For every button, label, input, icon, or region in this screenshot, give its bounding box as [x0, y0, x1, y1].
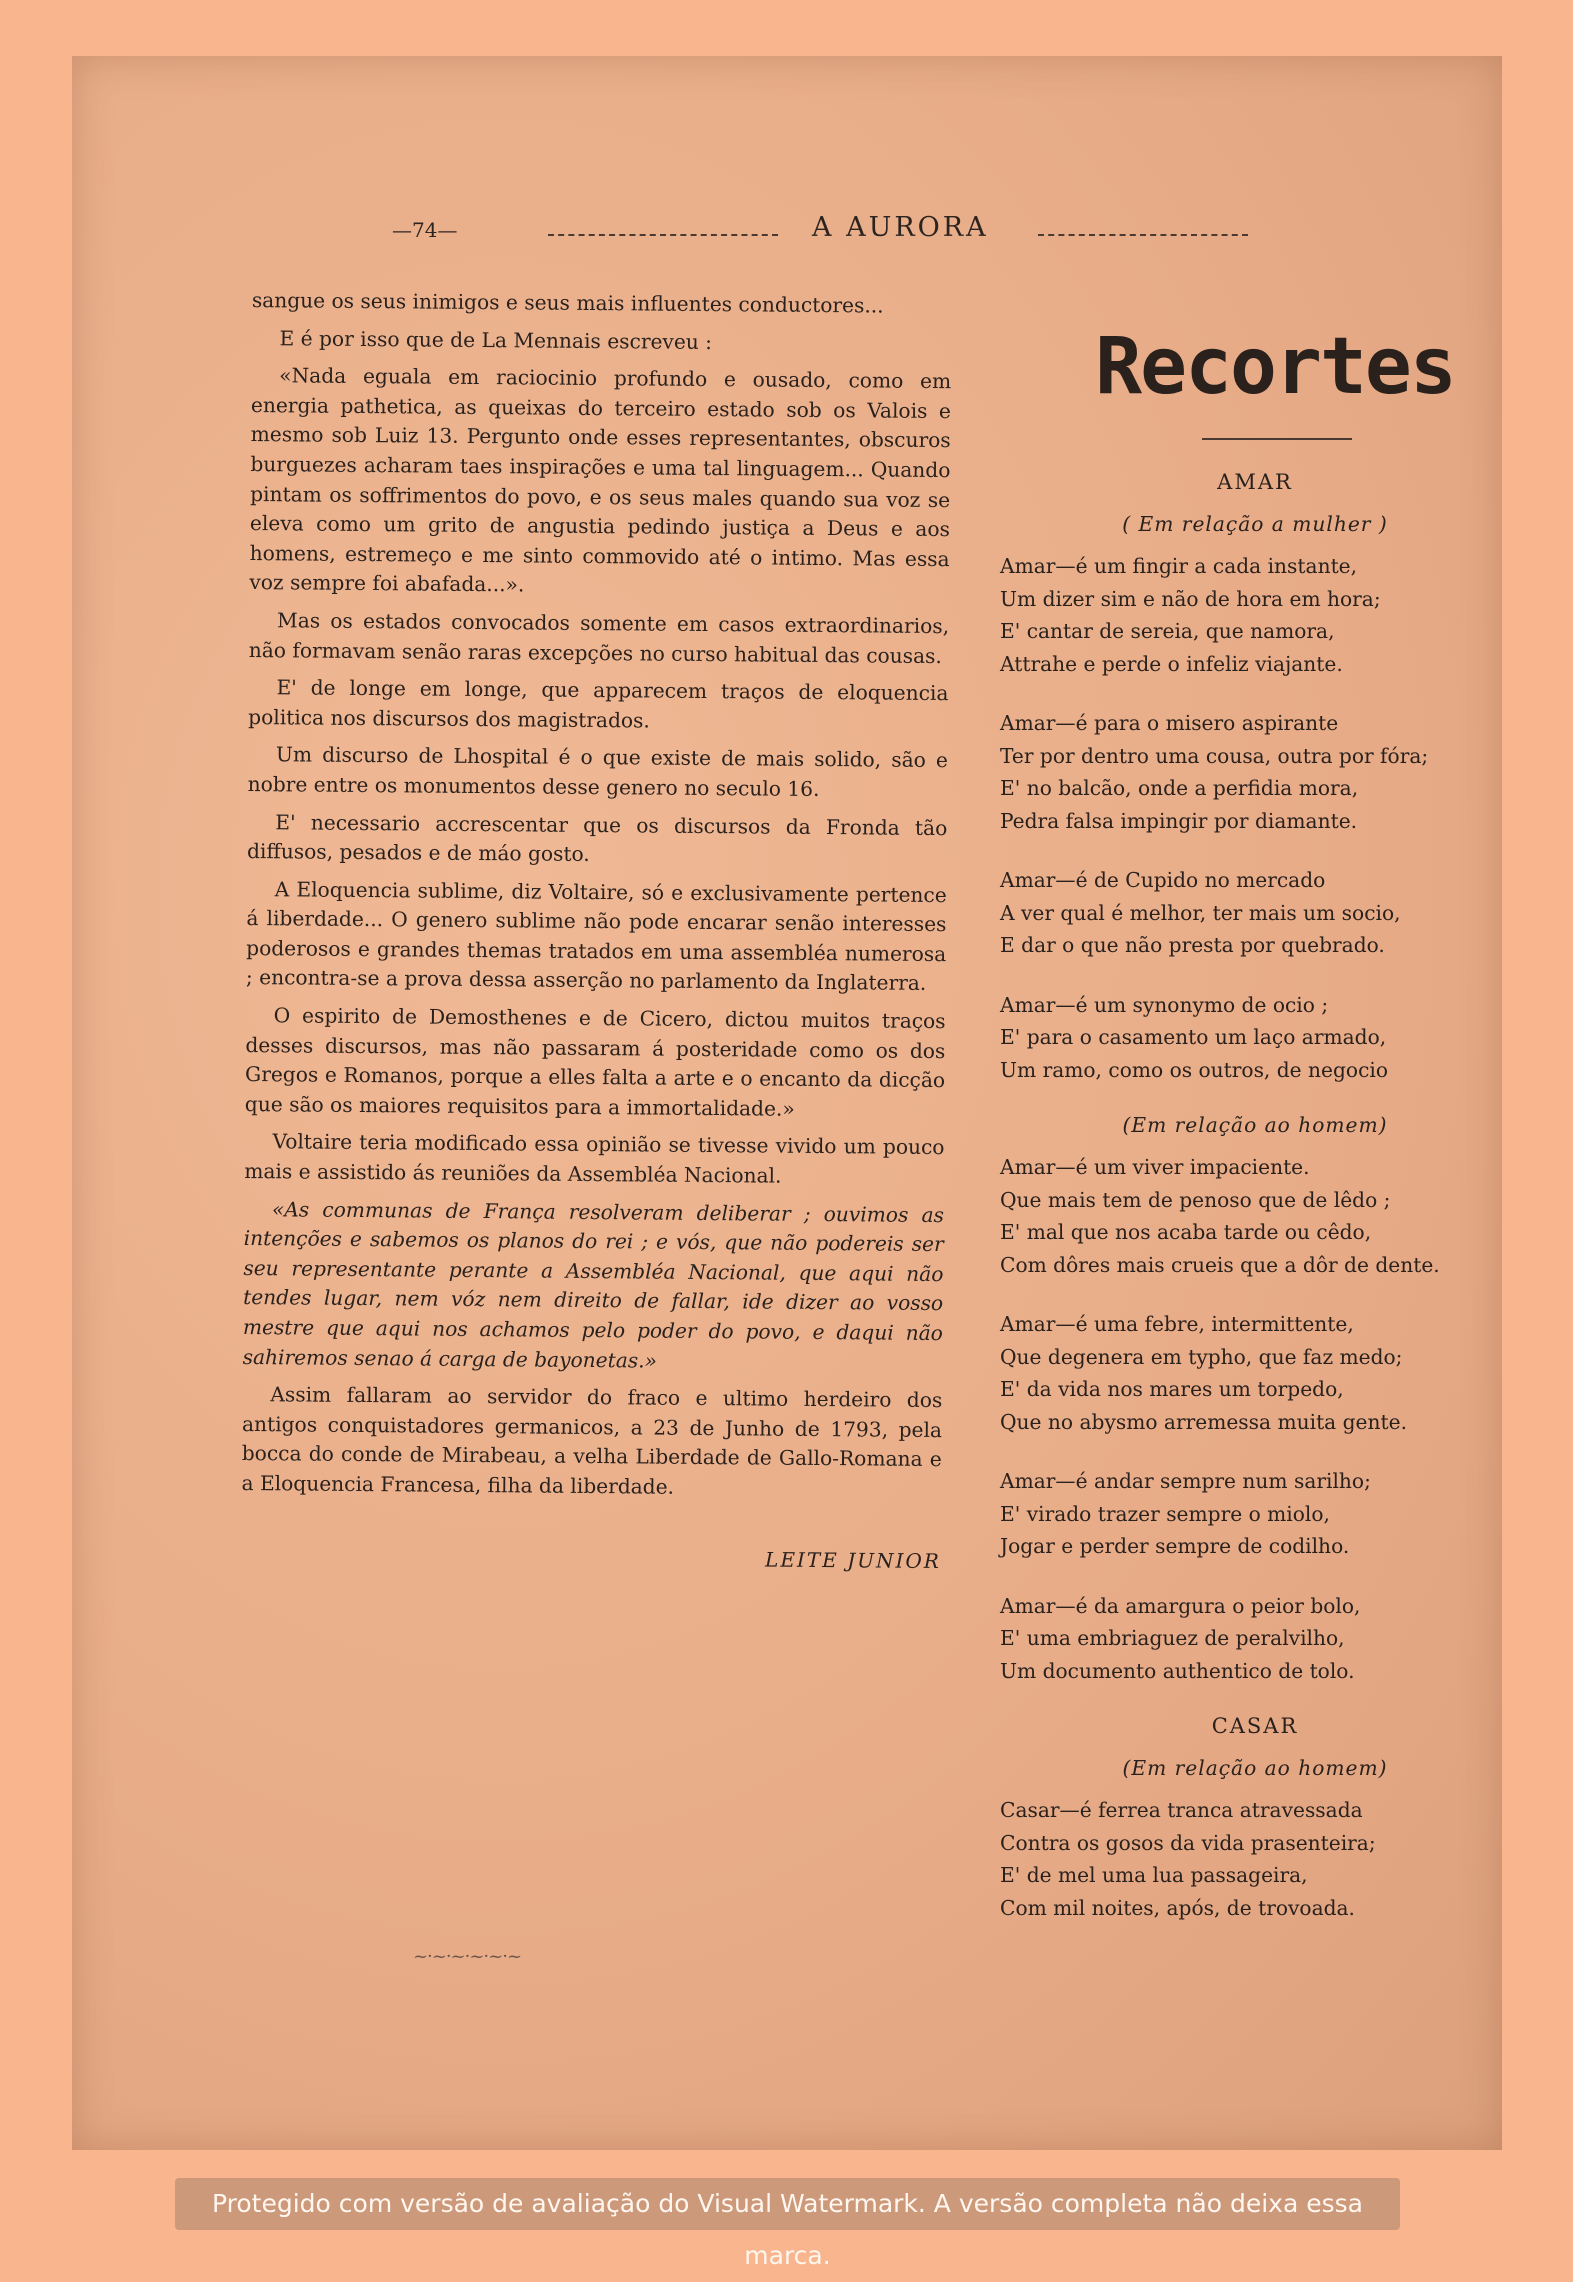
stanza [1000, 1794, 1510, 1924]
verse-line: Amar—é andar sempre num sarilho; [1000, 1469, 1371, 1493]
stanza [1000, 550, 1510, 680]
left-column-article [241, 286, 952, 1576]
stanza [1000, 989, 1510, 1087]
paragraph: E' necessario accrescentar que os discursos da Fronda tão diffusos, pesados e de máo gosto. [246, 809, 948, 867]
poem-subtitle-woman: ( Em relação a mulher ) [1122, 512, 1388, 536]
verse-line: Com mil noites, após, de trovoada. [1000, 1895, 1355, 1920]
verse-line: E' mal que nos acaba tarde ou cêdo, [1000, 1220, 1372, 1244]
verse-line: Amar—é um fingir a cada instante, [1000, 554, 1358, 578]
paragraph: sangue os seus inimigos e seus mais influentes conductores... [251, 287, 884, 318]
paragraph: Assim fallaram ao servidor do fraco e ultimo herdeiro dos antigos conquistadores germanicos, a 23 de Junho de 1793, pela bocca do conde de Mirabeau, a velha Liberdade de Gallo-Romana e a Eloquencia Francesa, filha da liberdade. [241, 1382, 943, 1499]
verse-line: Jogar e perder sempre de codilho. [1000, 1534, 1350, 1558]
verse-line: Amar—é para o misero aspirante [1000, 711, 1339, 735]
verse-line: Casar—é ferrea tranca atravessada [1000, 1798, 1363, 1822]
verse-line: E' de mel uma lua passageira, [1000, 1863, 1308, 1887]
title-rule [1202, 438, 1352, 440]
paragraph: E é por isso que de La Mennais escreveu : [279, 325, 713, 354]
poem-subtitle-man: (Em relação ao homem) [1122, 1113, 1388, 1137]
verse-line: Attrahe e perde o infeliz viajante. [1000, 651, 1343, 676]
newspaper-page [72, 56, 1502, 2150]
ornament-divider: ~·~·~·~·~·~ [412, 1946, 522, 1967]
paragraph: O espirito de Demosthenes e de Cicero, dictou muitos traços desses discursos, mas não passaram á posteridade como os dos Gregos e Romanos, porque a elles falta a arte e o encanto da dicção que são os maiores requisitos para a immortalidade.» [244, 1003, 946, 1121]
verse-line: Um documento authentico de tolo. [1000, 1658, 1355, 1683]
page-header [322, 212, 1252, 252]
verse-line: Que degenera em typho, que faz medo; [1000, 1344, 1403, 1369]
verse-line: E dar o que não presta por quebrado. [1000, 933, 1385, 957]
paragraph: Um discurso de Lhospital é o que existe de mais solido, são e nobre entre os monumentos desse genero no seculo 16. [247, 742, 948, 801]
stanza [1000, 1151, 1510, 1281]
verse-line: E' virado trazer sempre o miolo, [1000, 1501, 1330, 1526]
verse-line: Contra os gosos da vida prasenteira; [1000, 1830, 1376, 1855]
paragraph: E' de longe em longe, que apparecem traços de eloquencia politica nos discursos dos magistrados. [248, 675, 949, 733]
paragraph: A Eloquencia sublime, diz Voltaire, só e exclusivamente pertence á liberdade... O genero sublime não pode encarar senão interesses poderosos e grandes themas tratados em uma assembléa numerosa ; encontra-se a prova dessa asserção no parlamento da Inglaterra. [245, 876, 947, 996]
verse-line: A ver qual é melhor, ter mais um socio, [1000, 900, 1401, 925]
paragraph: «Nada eguala em raciocinio profundo e ousado, como em energia pathetica, as queixas do terceiro estado sob os Valois e mesmo sob Luiz 13. Pergunto onde esses representantes, obscuros burguezes acharam taes inspirações e uma tal linguagem... Quando pintam os soffrimentos do povo, e os seus males quando sua voz se eleva como um grito de angustia pedindo justiça a Deus e aos homens, estremeço e me sinto commovido até o intimo. Mas essa voz sempre foi abafada...». [249, 363, 952, 597]
poem-title-casar: CASAR [1211, 1714, 1299, 1738]
stanza [1000, 1590, 1510, 1688]
verse-line: E' cantar de sereia, que namora, [1000, 619, 1335, 643]
verse-line: Amar—é uma febre, intermittente, [1000, 1312, 1354, 1336]
mirabeau-quote: «As communas de França resolveram deliberar ; ouvimos as intenções e sabemos os planos do rei ; e vós, que não podereis ser seu representante perante a Assembléa Nacional, que aqui não tendes lugar, nem vóz nem direito de fallar, ide dizer ao vosso mestre que aqui nos achamos pelo poder do povo, e daqui não sahiremos senao á carga de bayonetas.» [242, 1196, 945, 1373]
header-rule-left [548, 234, 778, 236]
verse-line: E' da vida nos mares um torpedo, [1000, 1377, 1344, 1401]
author-signature: LEITE JUNIOR [764, 1547, 942, 1573]
poem-title-amar: AMAR [1217, 470, 1293, 494]
verse-line: E' para o casamento um laço armado, [1000, 1025, 1387, 1049]
verse-line: Que no abysmo arremessa muita gente. [1000, 1409, 1407, 1434]
verse-line: Que mais tem de penoso que de lêdo ; [1000, 1187, 1391, 1212]
verse-line: Amar—é de Cupido no mercado [1000, 868, 1326, 892]
paragraph: Mas os estados convocados somente em casos extraordinarios, não formavam senão raras excepções no curso habitual das cousas. [248, 608, 950, 668]
poem-subtitle-casar: (Em relação ao homem) [1122, 1756, 1388, 1780]
watermark-banner: Protegido com versão de avaliação do Visual Watermark. A versão completa não deixa essa marca. [175, 2178, 1400, 2230]
verse-line: Com dôres mais crueis que a dôr de dente. [1000, 1252, 1440, 1277]
stanza [1000, 864, 1510, 962]
verse-line: Um dizer sim e não de hora em hora; [1000, 586, 1381, 611]
stanza [1000, 1308, 1510, 1438]
verse-line: Pedra falsa impingir por diamante. [1000, 808, 1358, 833]
header-rule-right [1038, 234, 1248, 236]
stanza [1000, 1465, 1510, 1563]
verse-line: E' no balcão, onde a perfidia mora, [1000, 776, 1359, 800]
paragraph: Voltaire teria modificado essa opinião se tivesse vivido um pouco mais e assistido ás reuniões da Assembléa Nacional. [244, 1129, 945, 1188]
verse-line: Ter por dentro uma cousa, outra por fóra; [1000, 743, 1429, 768]
verse-line: Amar—é um synonymo de ocio ; [1000, 992, 1329, 1017]
verse-line: Amar—é da amargura o peior bolo, [1000, 1593, 1361, 1618]
page-number: —74— [392, 218, 458, 242]
section-title: Recortes [1095, 322, 1455, 412]
verse-line: Amar—é um viver impaciente. [1000, 1155, 1310, 1179]
journal-title: A AURORA [812, 212, 989, 243]
right-column-recortes [1000, 322, 1510, 1951]
verse-line: E' uma embriaguez de peralvilho, [1000, 1626, 1345, 1650]
verse-line: Um ramo, como os outros, de negocio [1000, 1057, 1388, 1082]
stanza [1000, 707, 1510, 837]
